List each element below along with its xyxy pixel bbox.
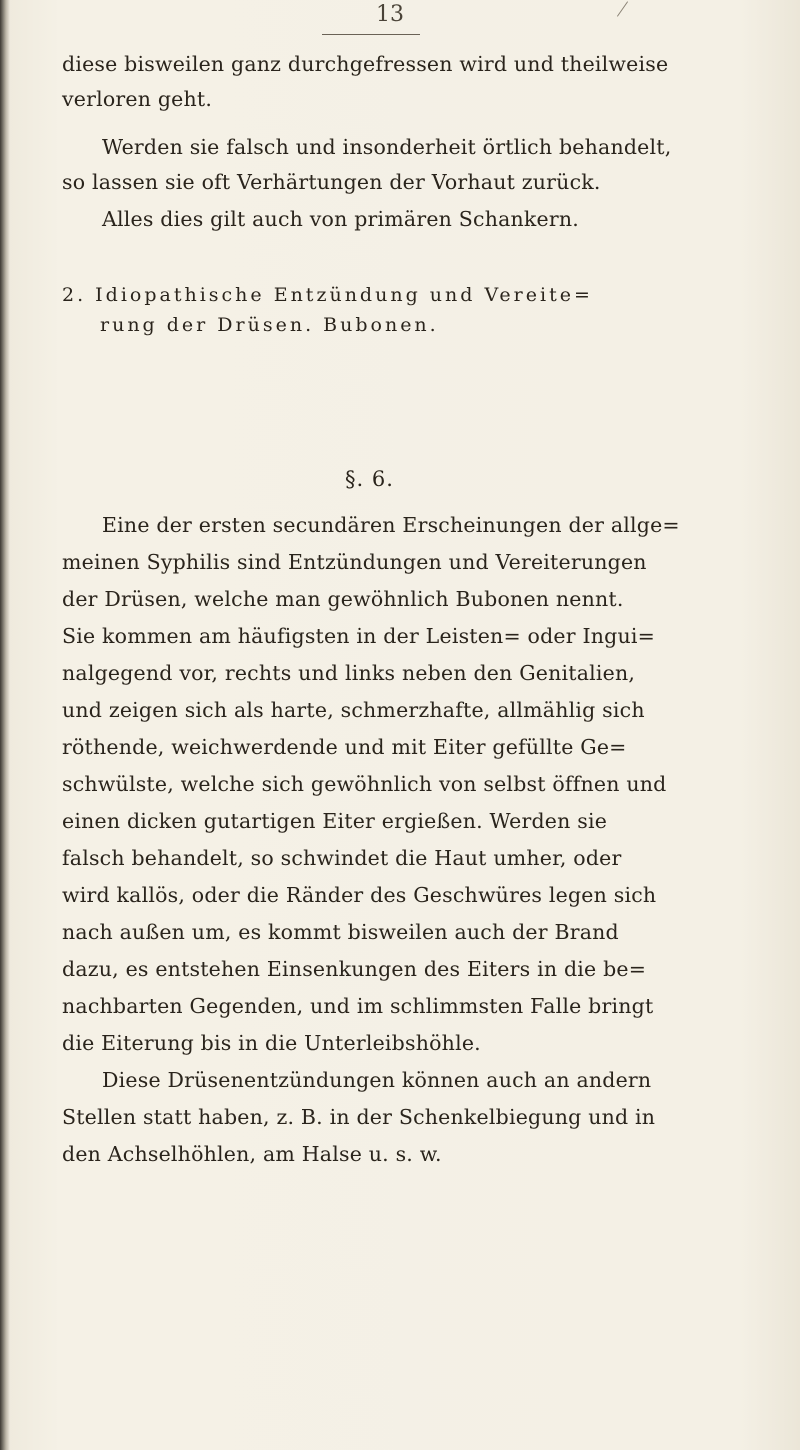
text-line: den Achselhöhlen, am Halse u. s. w. [62,1142,442,1166]
text-line: dazu, es entstehen Einsenkungen des Eiters in die be= [62,957,647,981]
text-line: Diese Drüsenentzündungen können auch an andern [102,1068,652,1092]
text-line: diese bisweilen ganz durchgefressen wird und theilweise [62,52,669,76]
text-line: Eine der ersten secundären Erscheinungen der allge= [102,513,680,537]
page-gutter-shadow [0,0,10,1450]
text-line: nachbarten Gegenden, und im schlimmsten Falle bringt [62,994,654,1018]
text-line: meinen Syphilis sind Entzündungen und Vereiterungen [62,550,647,574]
text-line: einen dicken gutartigen Eiter ergießen. Werden sie [62,809,608,833]
section-heading: 2. Idiopathische Entzündung und Vereite= [62,284,593,306]
ink-mark [617,1,628,16]
section-heading: rung der Drüsen. Bubonen. [100,314,439,336]
text-line: falsch behandelt, so schwindet die Haut umher, oder [62,846,622,870]
text-line: nalgegend vor, rechts und links neben den Genitalien, [62,661,636,685]
page-number-rule [322,34,420,35]
text-line: Werden sie falsch und insonderheit örtlich behandelt, [102,135,672,159]
text-line: röthende, weichwerdende und mit Eiter gefüllte Ge= [62,735,627,759]
text-line: nach außen um, es kommt bisweilen auch der Brand [62,920,619,944]
text-line: und zeigen sich als harte, schmerzhafte, allmählig sich [62,698,645,722]
section-number: §. 6. [345,467,394,491]
text-line: Alles dies gilt auch von primären Schankern. [102,207,580,231]
text-line: Sie kommen am häufigsten in der Leisten= oder Ingui= [62,624,656,648]
text-line: so lassen sie oft Verhärtungen der Vorhaut zurück. [62,170,601,194]
text-line: Stellen statt haben, z. B. in der Schenkelbiegung und in [62,1105,656,1129]
text-line: verloren geht. [62,87,213,111]
text-line: der Drüsen, welche man gewöhnlich Bubonen nennt. [62,587,624,611]
text-line: schwülste, welche sich gewöhnlich von selbst öffnen und [62,772,667,796]
text-line: wird kallös, oder die Ränder des Geschwüres legen sich [62,883,657,907]
text-line: die Eiterung bis in die Unterleibshöhle. [62,1031,481,1055]
page-number: 13 [376,2,404,27]
